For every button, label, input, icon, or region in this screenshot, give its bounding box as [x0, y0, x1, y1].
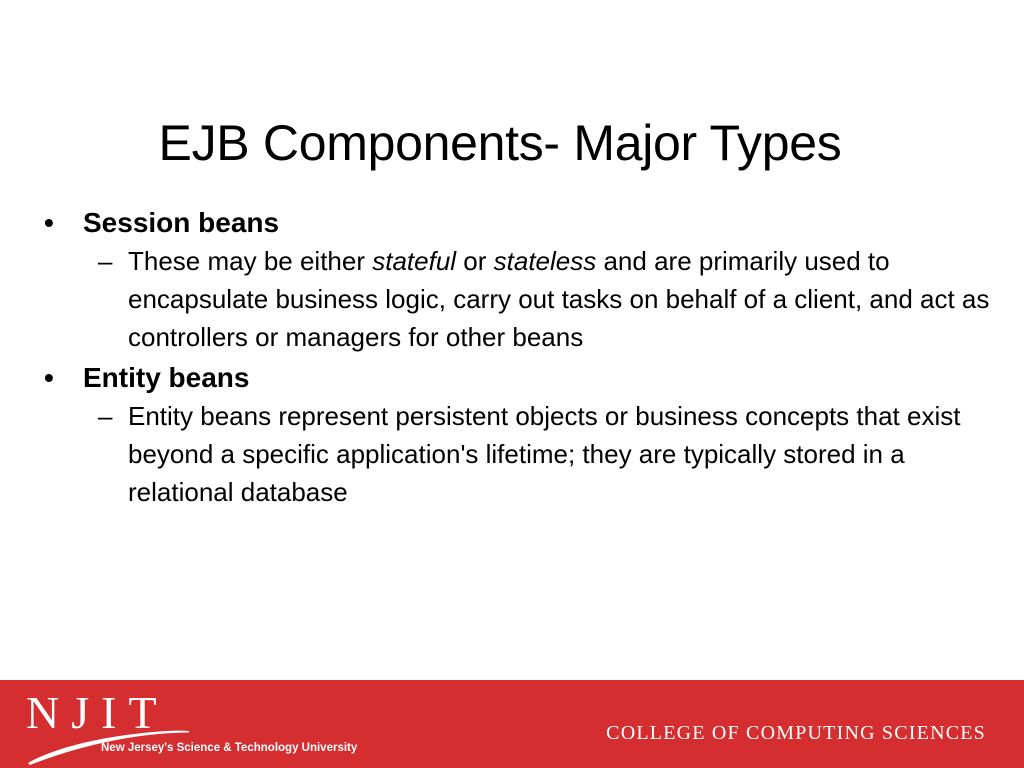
sub-text: Entity beans represent persistent objects or business concepts that exist beyond a specific application's lifetime; they are typically stored in a relational database — [128, 401, 961, 507]
njit-logo-letters: NJIT — [26, 687, 169, 738]
dash-marker: – — [98, 401, 113, 431]
sub-italic-stateful: stateful — [372, 246, 457, 276]
bullet-marker: • — [44, 207, 54, 238]
college-name: COLLEGE OF COMPUTING SCIENCES — [606, 722, 986, 744]
bullet-marker: • — [44, 362, 54, 393]
njit-logo — [26, 689, 386, 765]
slide-content — [40, 203, 1000, 513]
logo-tagline: New Jersey's Science & Technology University — [101, 742, 358, 754]
bullet-heading: Session beans — [83, 207, 280, 238]
bullet-entity-beans — [40, 358, 1000, 397]
dash-marker: – — [98, 246, 113, 276]
footer-bar — [0, 680, 1024, 768]
bullet-session-beans — [40, 203, 1000, 242]
bullet-heading: Entity beans — [83, 362, 250, 393]
sub-bullet-session-beans — [40, 242, 1000, 356]
sub-text-mid: or — [456, 246, 494, 276]
sub-bullet-entity-beans — [40, 397, 1000, 511]
sub-italic-stateless: stateless — [493, 246, 597, 276]
slide-title: EJB Components- Major Types — [158, 115, 842, 171]
sub-text-after: and are primarily used to encapsulate business logic, carry out tasks on behalf of a client, and act as controllers or managers for other beans — [128, 246, 990, 352]
sub-text-before: These may be either — [128, 246, 373, 276]
